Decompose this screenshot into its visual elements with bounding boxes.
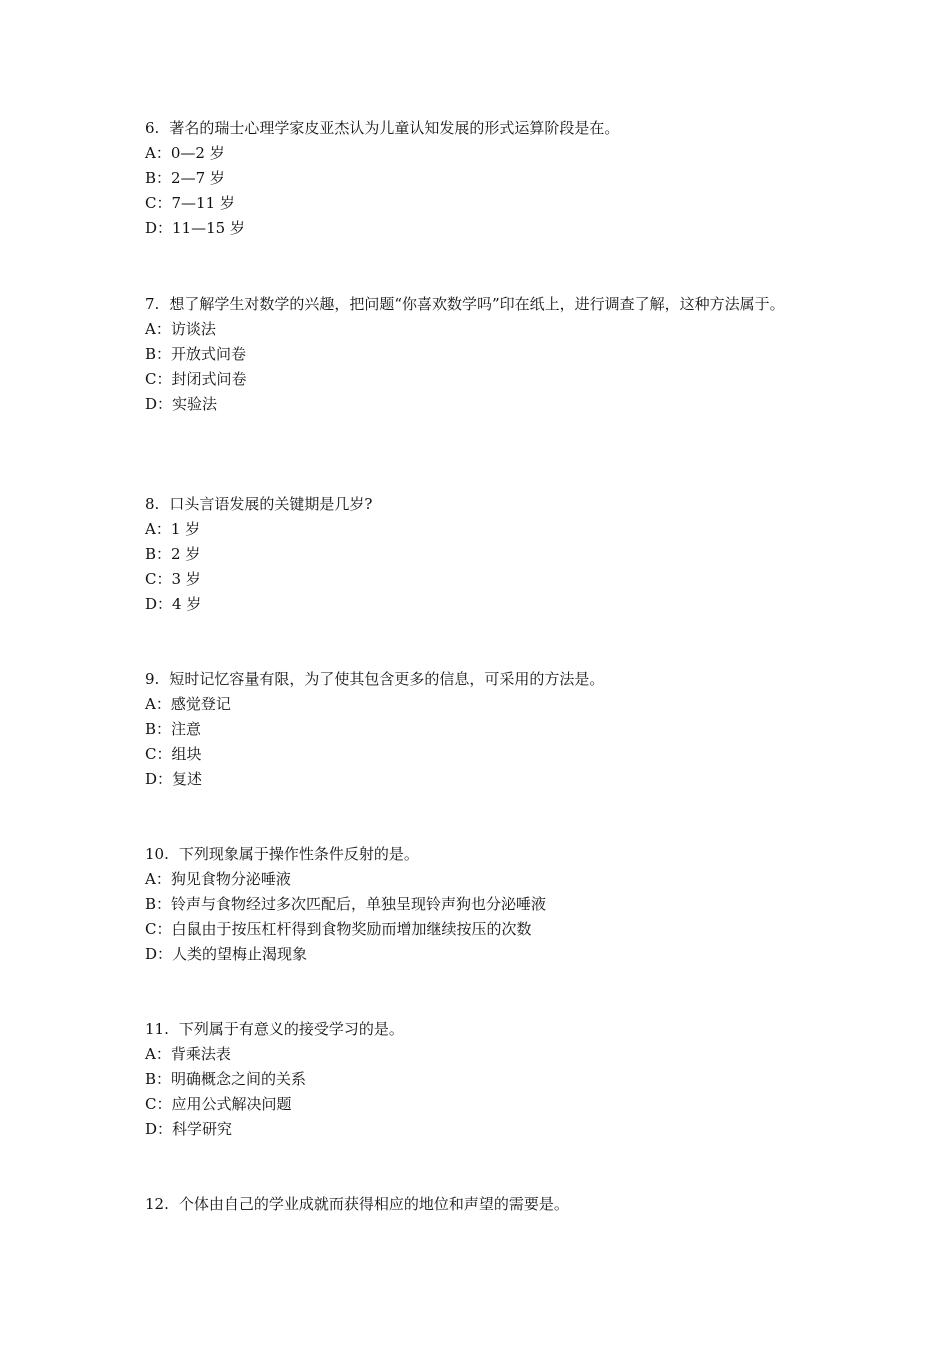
question-6 xyxy=(145,116,825,241)
question-stem: 短时记忆容量有限，为了使其包含更多的信息，可采用的方法是。 xyxy=(169,670,605,688)
question-11 xyxy=(145,1017,825,1142)
option-a: A：背乘法表 xyxy=(145,1045,231,1063)
option-d: D：人类的望梅止渴现象 xyxy=(145,945,308,963)
option-c: C：3 岁 xyxy=(145,570,201,588)
question-12 xyxy=(145,1192,825,1217)
question-stem: 下列现象属于操作性条件反射的是。 xyxy=(178,845,419,863)
option-c: C：组块 xyxy=(145,745,202,763)
option-a: A：1 岁 xyxy=(145,520,201,538)
option-b: B：铃声与食物经过多次匹配后，单独呈现铃声狗也分泌唾液 xyxy=(145,895,547,913)
option-a: A：感觉登记 xyxy=(145,695,231,713)
question-number: 10. xyxy=(145,845,169,863)
option-c: C：白鼠由于按压杠杆得到食物奖励而增加继续按压的次数 xyxy=(145,920,532,938)
question-number: 8. xyxy=(145,495,160,513)
question-number: 11. xyxy=(145,1020,169,1038)
option-d: D：11—15 岁 xyxy=(145,219,245,237)
option-d: D：复述 xyxy=(145,770,203,788)
question-stem: 个体由自己的学业成就而获得相应的地位和声望的需要是。 xyxy=(178,1195,569,1213)
question-number: 9. xyxy=(145,670,160,688)
question-text xyxy=(145,116,825,141)
option-c: C：应用公式解决问题 xyxy=(145,1095,292,1113)
option-d: D：4 岁 xyxy=(145,595,202,613)
question-text xyxy=(145,1192,825,1217)
option-d: D：实验法 xyxy=(145,395,218,413)
question-text xyxy=(145,667,825,692)
question-number: 7. xyxy=(145,295,160,313)
question-text xyxy=(145,492,825,517)
option-b: B：2 岁 xyxy=(145,545,201,563)
question-7 xyxy=(145,292,825,417)
question-stem: 著名的瑞士心理学家皮亚杰认为儿童认知发展的形式运算阶段是在。 xyxy=(169,119,620,137)
question-9 xyxy=(145,667,825,792)
question-stem: 下列属于有意义的接受学习的是。 xyxy=(178,1020,404,1038)
question-stem: 想了解学生对数学的兴趣，把问题“你喜欢数学吗”印在纸上，进行调查了解，这种方法属于。 xyxy=(169,295,785,313)
option-b: B：2—7 岁 xyxy=(145,169,225,187)
option-c: C：封闭式问卷 xyxy=(145,370,247,388)
question-8 xyxy=(145,492,825,617)
option-c: C：7—11 岁 xyxy=(145,194,235,212)
option-b: B：注意 xyxy=(145,720,202,738)
question-number: 6. xyxy=(145,119,160,137)
option-a: A：访谈法 xyxy=(145,320,216,338)
option-b: B：明确概念之间的关系 xyxy=(145,1070,307,1088)
option-d: D：科学研究 xyxy=(145,1120,233,1138)
question-stem: 口头言语发展的关键期是几岁? xyxy=(169,495,373,513)
question-number: 12. xyxy=(145,1195,169,1213)
question-text xyxy=(145,1017,825,1042)
option-a: A：狗见食物分泌唾液 xyxy=(145,870,291,888)
question-text xyxy=(145,292,825,317)
question-10 xyxy=(145,842,825,967)
option-a: A：0—2 岁 xyxy=(145,144,225,162)
question-text xyxy=(145,842,825,867)
option-b: B：开放式问卷 xyxy=(145,345,247,363)
